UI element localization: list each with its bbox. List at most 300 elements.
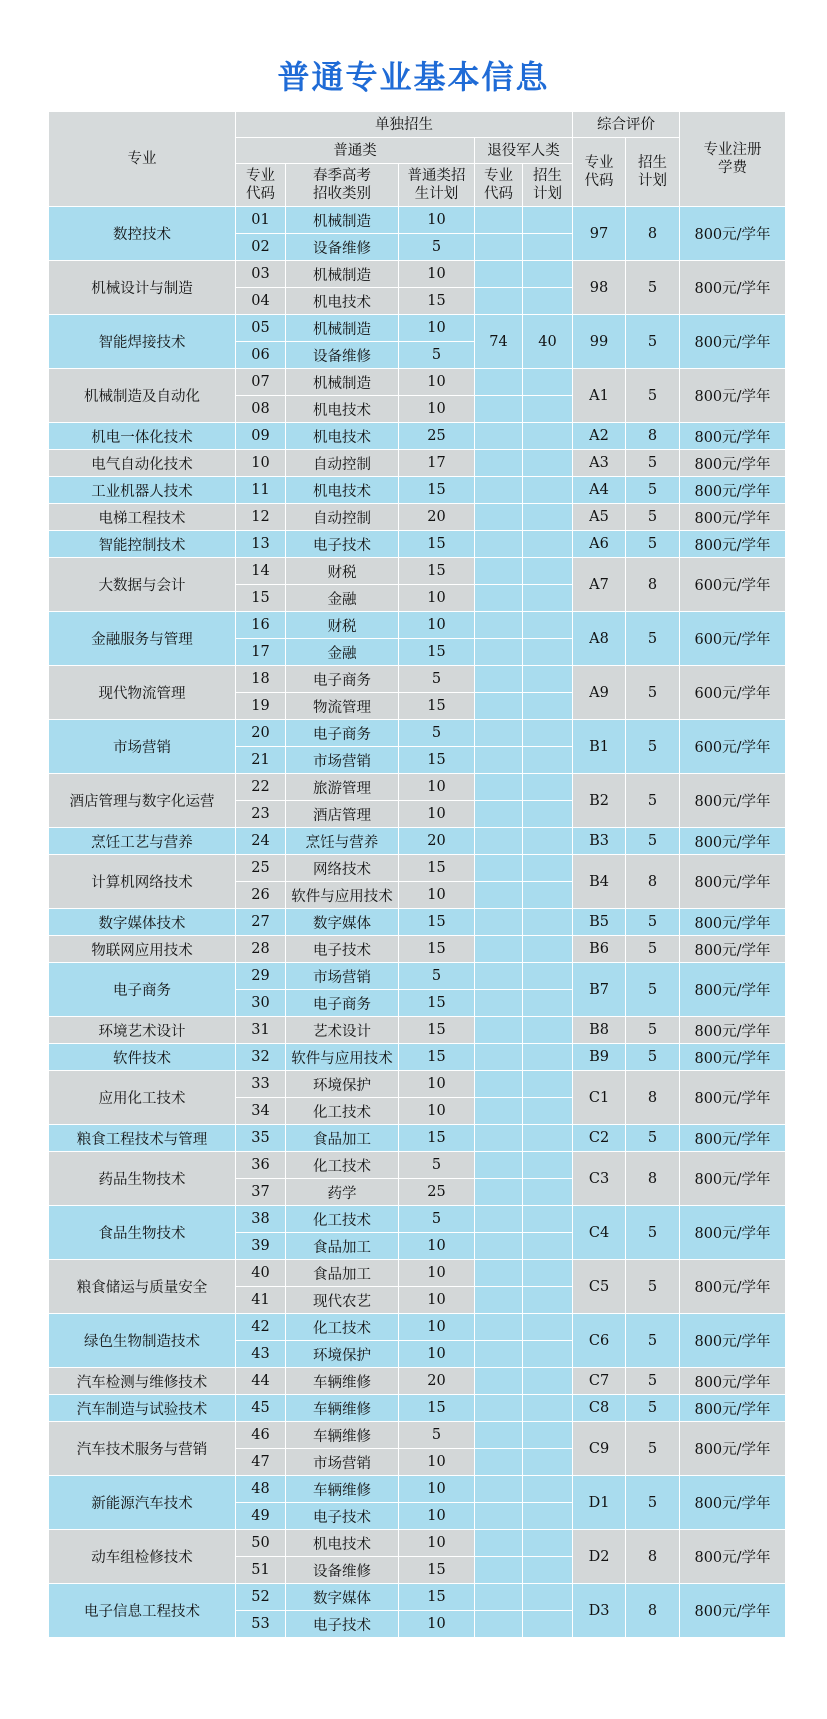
- fee: 600元/学年: [680, 666, 786, 720]
- table-row: [49, 1476, 786, 1503]
- table-row: [49, 855, 786, 882]
- category: 化工技术: [286, 1098, 399, 1125]
- category: 酒店管理: [286, 801, 399, 828]
- regular-plan: 15: [399, 747, 475, 774]
- major-code: 38: [236, 1206, 286, 1233]
- vet-code: [475, 207, 523, 234]
- page-title: 普通专业基本信息: [277, 58, 550, 96]
- comp-plan: 5: [626, 1017, 680, 1044]
- major-name: 机械制造及自动化: [49, 369, 236, 423]
- header-comp-plan: [626, 138, 680, 207]
- vet-plan: [523, 1260, 573, 1287]
- major-name: 环境艺术设计: [49, 1017, 236, 1044]
- comp-code: D3: [573, 1584, 626, 1638]
- comp-code: C1: [573, 1071, 626, 1125]
- category: 化工技术: [286, 1152, 399, 1179]
- regular-plan: 5: [399, 1206, 475, 1233]
- vet-code: [475, 612, 523, 639]
- major-name: 智能焊接技术: [49, 315, 236, 369]
- comp-code: C4: [573, 1206, 626, 1260]
- comp-plan: 5: [626, 720, 680, 774]
- table-row: [49, 1584, 786, 1611]
- vet-code: [475, 990, 523, 1017]
- major-code: 35: [236, 1125, 286, 1152]
- table-row: [49, 1314, 786, 1341]
- category: 金融: [286, 639, 399, 666]
- header-independent: 单独招生: [236, 112, 573, 138]
- major-code: 53: [236, 1611, 286, 1638]
- fee: 800元/学年: [680, 1422, 786, 1476]
- regular-plan: 15: [399, 990, 475, 1017]
- vet-plan: [523, 801, 573, 828]
- vet-code: [475, 1152, 523, 1179]
- vet-plan: [523, 1044, 573, 1071]
- category: 药学: [286, 1179, 399, 1206]
- regular-plan: 15: [399, 855, 475, 882]
- comp-code: A9: [573, 666, 626, 720]
- category: 网络技术: [286, 855, 399, 882]
- major-name: 电梯工程技术: [49, 504, 236, 531]
- vet-code: [475, 1071, 523, 1098]
- major-name: 智能控制技术: [49, 531, 236, 558]
- table-row: [49, 423, 786, 450]
- major-code: 13: [236, 531, 286, 558]
- regular-plan: 15: [399, 288, 475, 315]
- header-fee: [680, 112, 786, 207]
- vet-plan: [523, 639, 573, 666]
- comp-plan: 5: [626, 477, 680, 504]
- table-row: [49, 1125, 786, 1152]
- comp-plan: 5: [626, 774, 680, 828]
- table-row: [49, 207, 786, 234]
- category: 化工技术: [286, 1314, 399, 1341]
- comp-code: 98: [573, 261, 626, 315]
- major-name: 电子信息工程技术: [49, 1584, 236, 1638]
- category: 软件与应用技术: [286, 1044, 399, 1071]
- comp-plan: 8: [626, 1152, 680, 1206]
- vet-plan: [523, 234, 573, 261]
- comp-plan: 5: [626, 963, 680, 1017]
- vet-code: [475, 963, 523, 990]
- regular-plan: 5: [399, 720, 475, 747]
- category: 自动控制: [286, 504, 399, 531]
- comp-code: C3: [573, 1152, 626, 1206]
- major-code: 47: [236, 1449, 286, 1476]
- major-name: 粮食工程技术与管理: [49, 1125, 236, 1152]
- vet-plan: [523, 612, 573, 639]
- vet-code: [475, 720, 523, 747]
- major-name: 汽车技术服务与营销: [49, 1422, 236, 1476]
- vet-code: [475, 1368, 523, 1395]
- admissions-table: [48, 111, 786, 1638]
- vet-code: [475, 1530, 523, 1557]
- major-name: 机电一体化技术: [49, 423, 236, 450]
- regular-plan: 15: [399, 639, 475, 666]
- major-name: 酒店管理与数字化运营: [49, 774, 236, 828]
- vet-code: [475, 909, 523, 936]
- table-row: [49, 936, 786, 963]
- regular-plan: 25: [399, 423, 475, 450]
- vet-code: [475, 1287, 523, 1314]
- vet-code: [475, 1395, 523, 1422]
- fee: 800元/学年: [680, 1260, 786, 1314]
- regular-plan: 15: [399, 693, 475, 720]
- major-name: 新能源汽车技术: [49, 1476, 236, 1530]
- comp-plan: 8: [626, 207, 680, 261]
- major-code: 49: [236, 1503, 286, 1530]
- major-code: 14: [236, 558, 286, 585]
- comp-plan: 5: [626, 315, 680, 369]
- vet-plan: [523, 1530, 573, 1557]
- vet-plan: [523, 720, 573, 747]
- major-code: 04: [236, 288, 286, 315]
- vet-plan: [523, 1287, 573, 1314]
- vet-plan: [523, 1179, 573, 1206]
- vet-plan: [523, 936, 573, 963]
- vet-code: [475, 1557, 523, 1584]
- major-code: 52: [236, 1584, 286, 1611]
- table-row: [49, 666, 786, 693]
- comp-code: A5: [573, 504, 626, 531]
- category: 电子商务: [286, 666, 399, 693]
- category: 电子商务: [286, 990, 399, 1017]
- category: 电子商务: [286, 720, 399, 747]
- major-name: 计算机网络技术: [49, 855, 236, 909]
- comp-plan: 5: [626, 450, 680, 477]
- category: 机电技术: [286, 288, 399, 315]
- vet-plan: [523, 1476, 573, 1503]
- regular-plan: 10: [399, 1611, 475, 1638]
- header-major: 专业: [49, 112, 236, 207]
- comp-plan: 5: [626, 1125, 680, 1152]
- comp-code: B8: [573, 1017, 626, 1044]
- comp-plan: 5: [626, 369, 680, 423]
- regular-plan: 5: [399, 1152, 475, 1179]
- fee: 800元/学年: [680, 450, 786, 477]
- comp-code: A2: [573, 423, 626, 450]
- major-name: 药品生物技术: [49, 1152, 236, 1206]
- table-row: [49, 1260, 786, 1287]
- category: 烹饪与营养: [286, 828, 399, 855]
- major-code: 15: [236, 585, 286, 612]
- vet-code: [475, 423, 523, 450]
- regular-plan: 10: [399, 396, 475, 423]
- regular-plan: 10: [399, 1530, 475, 1557]
- fee: 800元/学年: [680, 1125, 786, 1152]
- comp-plan: 5: [626, 531, 680, 558]
- major-code: 39: [236, 1233, 286, 1260]
- vet-code: [475, 855, 523, 882]
- category: 电子技术: [286, 936, 399, 963]
- major-code: 45: [236, 1395, 286, 1422]
- comp-code: C9: [573, 1422, 626, 1476]
- header-comp-plan-text: 招生 计划: [638, 155, 668, 189]
- fee: 800元/学年: [680, 1314, 786, 1368]
- vet-code: [475, 1098, 523, 1125]
- major-code: 22: [236, 774, 286, 801]
- category: 艺术设计: [286, 1017, 399, 1044]
- category: 物流管理: [286, 693, 399, 720]
- category: 财税: [286, 558, 399, 585]
- regular-plan: 15: [399, 1125, 475, 1152]
- category: 现代农艺: [286, 1287, 399, 1314]
- fee: 800元/学年: [680, 1071, 786, 1125]
- vet-code: [475, 1476, 523, 1503]
- category: 旅游管理: [286, 774, 399, 801]
- category: 数字媒体: [286, 1584, 399, 1611]
- vet-code: [475, 1341, 523, 1368]
- vet-code: [475, 288, 523, 315]
- category: 机电技术: [286, 423, 399, 450]
- major-code: 48: [236, 1476, 286, 1503]
- comp-plan: 5: [626, 1395, 680, 1422]
- major-code: 24: [236, 828, 286, 855]
- vet-code: [475, 936, 523, 963]
- regular-plan: 10: [399, 1476, 475, 1503]
- category: 金融: [286, 585, 399, 612]
- vet-code: [475, 828, 523, 855]
- category: 车辆维修: [286, 1395, 399, 1422]
- vet-plan: [523, 855, 573, 882]
- major-code: 18: [236, 666, 286, 693]
- major-code: 41: [236, 1287, 286, 1314]
- comp-plan: 5: [626, 1422, 680, 1476]
- category: 电子技术: [286, 1611, 399, 1638]
- category: 机械制造: [286, 315, 399, 342]
- table-row: [49, 369, 786, 396]
- major-name: 动车组检修技术: [49, 1530, 236, 1584]
- vet-code: [475, 1449, 523, 1476]
- vet-code: [475, 450, 523, 477]
- comp-code: C2: [573, 1125, 626, 1152]
- comp-plan: 5: [626, 1368, 680, 1395]
- vet-code: [475, 693, 523, 720]
- table-row: [49, 450, 786, 477]
- major-code: 28: [236, 936, 286, 963]
- regular-plan: 10: [399, 1449, 475, 1476]
- major-name: 金融服务与管理: [49, 612, 236, 666]
- major-code: 43: [236, 1341, 286, 1368]
- vet-code: [475, 1179, 523, 1206]
- category: 设备维修: [286, 342, 399, 369]
- major-name: 数字媒体技术: [49, 909, 236, 936]
- category: 环境保护: [286, 1071, 399, 1098]
- fee: 800元/学年: [680, 315, 786, 369]
- category: 数字媒体: [286, 909, 399, 936]
- vet-plan: [523, 909, 573, 936]
- major-name: 应用化工技术: [49, 1071, 236, 1125]
- regular-plan: 10: [399, 1071, 475, 1098]
- major-name: 绿色生物制造技术: [49, 1314, 236, 1368]
- comp-code: C6: [573, 1314, 626, 1368]
- vet-plan: [523, 666, 573, 693]
- major-code: 37: [236, 1179, 286, 1206]
- category: 机械制造: [286, 207, 399, 234]
- major-name: 食品生物技术: [49, 1206, 236, 1260]
- fee: 800元/学年: [680, 207, 786, 261]
- major-name: 大数据与会计: [49, 558, 236, 612]
- major-code: 25: [236, 855, 286, 882]
- regular-plan: 15: [399, 1044, 475, 1071]
- major-code: 19: [236, 693, 286, 720]
- major-name: 数控技术: [49, 207, 236, 261]
- comp-plan: 8: [626, 855, 680, 909]
- comp-plan: 5: [626, 1260, 680, 1314]
- comp-code: C5: [573, 1260, 626, 1314]
- fee: 800元/学年: [680, 1530, 786, 1584]
- comp-code: A8: [573, 612, 626, 666]
- comp-code: A3: [573, 450, 626, 477]
- regular-plan: 10: [399, 261, 475, 288]
- header-regular-plan: [399, 164, 475, 207]
- vet-plan: [523, 693, 573, 720]
- table-row: [49, 504, 786, 531]
- vet-code: [475, 396, 523, 423]
- vet-code: [475, 477, 523, 504]
- major-code: 21: [236, 747, 286, 774]
- comp-code: B3: [573, 828, 626, 855]
- vet-code: [475, 1017, 523, 1044]
- vet-plan: [523, 990, 573, 1017]
- vet-code: [475, 1044, 523, 1071]
- fee: 800元/学年: [680, 936, 786, 963]
- major-name: 电子商务: [49, 963, 236, 1017]
- comp-code: D1: [573, 1476, 626, 1530]
- fee: 800元/学年: [680, 369, 786, 423]
- comp-plan: 5: [626, 1044, 680, 1071]
- table-row: [49, 612, 786, 639]
- comp-code: B2: [573, 774, 626, 828]
- category: 车辆维修: [286, 1368, 399, 1395]
- fee: 800元/学年: [680, 963, 786, 1017]
- vet-code: [475, 1584, 523, 1611]
- vet-plan: [523, 504, 573, 531]
- regular-plan: 10: [399, 1341, 475, 1368]
- regular-plan: 10: [399, 1233, 475, 1260]
- fee: 800元/学年: [680, 1584, 786, 1638]
- table-row: [49, 1395, 786, 1422]
- category: 机械制造: [286, 369, 399, 396]
- regular-plan: 20: [399, 504, 475, 531]
- category: 机电技术: [286, 396, 399, 423]
- fee: 800元/学年: [680, 504, 786, 531]
- fee: 800元/学年: [680, 828, 786, 855]
- comp-plan: 5: [626, 1314, 680, 1368]
- table-row: [49, 909, 786, 936]
- vet-code: [475, 1260, 523, 1287]
- fee: 800元/学年: [680, 1206, 786, 1260]
- vet-code: [475, 666, 523, 693]
- major-code: 44: [236, 1368, 286, 1395]
- major-name: 烹饪工艺与营养: [49, 828, 236, 855]
- comp-code: A4: [573, 477, 626, 504]
- major-code: 08: [236, 396, 286, 423]
- vet-code: [475, 801, 523, 828]
- regular-plan: 10: [399, 882, 475, 909]
- vet-code: [475, 1233, 523, 1260]
- header-vet-plan-text: 招生 计划: [533, 168, 562, 202]
- table-row: [49, 315, 786, 342]
- regular-plan: 15: [399, 1395, 475, 1422]
- comp-code: B4: [573, 855, 626, 909]
- regular-plan: 10: [399, 1287, 475, 1314]
- regular-plan: 15: [399, 477, 475, 504]
- comp-code: B5: [573, 909, 626, 936]
- header-code-text: 专业 代码: [246, 168, 275, 202]
- comp-plan: 5: [626, 1206, 680, 1260]
- table-row: [49, 828, 786, 855]
- comp-plan: 5: [626, 666, 680, 720]
- vet-plan: [523, 882, 573, 909]
- fee: 600元/学年: [680, 558, 786, 612]
- major-code: 05: [236, 315, 286, 342]
- regular-plan: 20: [399, 828, 475, 855]
- major-code: 11: [236, 477, 286, 504]
- vet-code: [475, 531, 523, 558]
- vet-plan: [523, 1233, 573, 1260]
- comp-plan: 8: [626, 1071, 680, 1125]
- table-row: [49, 531, 786, 558]
- table-body: [49, 207, 786, 1638]
- category: 市场营销: [286, 1449, 399, 1476]
- vet-plan: [523, 774, 573, 801]
- regular-plan: 15: [399, 936, 475, 963]
- regular-plan: 10: [399, 774, 475, 801]
- vet-code: 74: [475, 315, 523, 369]
- major-code: 40: [236, 1260, 286, 1287]
- major-code: 30: [236, 990, 286, 1017]
- vet-code: [475, 1314, 523, 1341]
- vet-plan: [523, 1368, 573, 1395]
- vet-plan: [523, 207, 573, 234]
- category: 市场营销: [286, 747, 399, 774]
- table-row: [49, 1044, 786, 1071]
- table-row: [49, 1152, 786, 1179]
- vet-plan: [523, 450, 573, 477]
- regular-plan: 10: [399, 801, 475, 828]
- comp-plan: 5: [626, 1476, 680, 1530]
- fee: 800元/学年: [680, 1395, 786, 1422]
- comp-plan: 5: [626, 504, 680, 531]
- fee: 800元/学年: [680, 1368, 786, 1395]
- regular-plan: 10: [399, 585, 475, 612]
- table-row: [49, 1071, 786, 1098]
- table-row: [49, 774, 786, 801]
- major-code: 12: [236, 504, 286, 531]
- vet-code: [475, 1611, 523, 1638]
- header-category: [286, 164, 399, 207]
- regular-plan: 10: [399, 369, 475, 396]
- table-row: [49, 558, 786, 585]
- major-code: 09: [236, 423, 286, 450]
- major-code: 36: [236, 1152, 286, 1179]
- regular-plan: 10: [399, 1098, 475, 1125]
- vet-plan: [523, 531, 573, 558]
- major-name: 物联网应用技术: [49, 936, 236, 963]
- comp-code: A7: [573, 558, 626, 612]
- regular-plan: 10: [399, 315, 475, 342]
- regular-plan: 15: [399, 1584, 475, 1611]
- category: 环境保护: [286, 1341, 399, 1368]
- regular-plan: 15: [399, 558, 475, 585]
- vet-code: [475, 261, 523, 288]
- major-name: 软件技术: [49, 1044, 236, 1071]
- fee: 800元/学年: [680, 531, 786, 558]
- vet-plan: [523, 423, 573, 450]
- vet-code: [475, 504, 523, 531]
- vet-plan: [523, 477, 573, 504]
- vet-plan: [523, 1152, 573, 1179]
